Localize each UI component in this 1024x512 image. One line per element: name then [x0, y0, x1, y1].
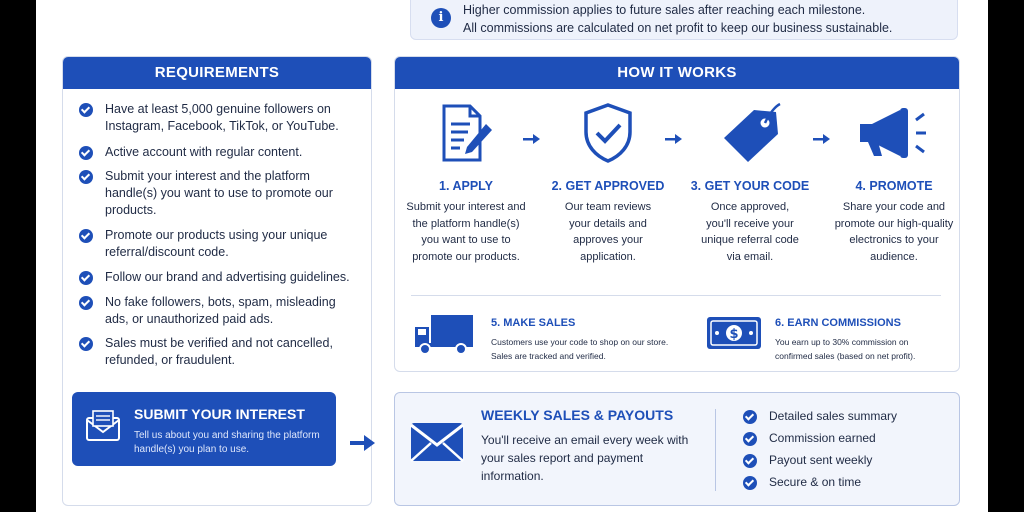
requirement-text: Promote our products using your unique referral/discount code. — [105, 228, 328, 259]
arrow-right-icon — [523, 133, 541, 145]
requirement-text: No fake followers, bots, spam, misleading ads, or unauthorized paid ads. — [105, 295, 336, 326]
step-get-approved — [545, 101, 671, 265]
check-icon — [79, 146, 93, 160]
step-promote — [831, 101, 957, 265]
submit-interest-button[interactable] — [72, 392, 336, 466]
step-title: 3. GET YOUR CODE — [690, 179, 810, 193]
weekly-desc: You'll receive an email every week with your sales report and payment information. — [481, 433, 689, 483]
infographic-page — [36, 0, 988, 512]
envelope-icon — [84, 408, 122, 446]
arrow-right-icon — [813, 133, 831, 145]
weekly-payouts-panel — [394, 392, 960, 506]
check-icon — [743, 476, 757, 490]
payout-feature-label: Detailed sales summary — [769, 409, 898, 423]
step-desc: Once approved, you'll receive your unique referral code via email. — [701, 201, 799, 263]
truck-icon — [413, 313, 475, 355]
step-title: 2. GET APPROVED — [551, 179, 665, 193]
requirement-text: Active account with regular content. — [105, 145, 303, 159]
check-icon — [79, 337, 93, 351]
check-icon — [79, 271, 93, 285]
note-line-1: Higher commission applies to future sales after reaching each milestone. — [463, 3, 866, 17]
mini-step-desc: Customers use your code to shop on our store. Sales are tracked and verified. — [491, 337, 669, 361]
check-icon — [79, 229, 93, 243]
check-icon — [743, 432, 757, 446]
how-it-works-panel — [394, 56, 960, 372]
weekly-title: WEEKLY SALES & PAYOUTS — [481, 407, 674, 423]
check-icon — [743, 410, 757, 424]
money-bill-icon — [705, 315, 763, 351]
requirement-text: Have at least 5,000 genuine followers on Instagram, Facebook, TikTok, or YouTube. — [105, 102, 339, 133]
submit-subtitle: Tell us about you and sharing the platform handle(s) you plan to use. — [134, 430, 320, 455]
submit-title: SUBMIT YOUR INTEREST — [134, 406, 305, 422]
envelope-icon — [409, 415, 465, 465]
tag-icon — [718, 102, 782, 164]
requirement-text: Submit your interest and the platform handle(s) you want to use to promote our products. — [105, 169, 333, 217]
mini-step-title: 6. EARN COMMISSIONS — [775, 317, 901, 329]
check-icon — [79, 170, 93, 184]
arrow-right-icon — [350, 434, 376, 452]
payout-feature-label: Payout sent weekly — [769, 453, 873, 467]
payout-feature-label: Commission earned — [769, 431, 876, 445]
divider — [715, 409, 716, 491]
svg-text:$: $ — [729, 327, 739, 342]
requirements-title: REQUIREMENTS — [63, 57, 371, 89]
mini-step-title: 5. MAKE SALES — [491, 317, 576, 329]
how-it-works-title: HOW IT WORKS — [395, 57, 959, 89]
mini-step-desc: You earn up to 30% commission on confirmed sales (based on net profit). — [775, 337, 916, 361]
payout-feature-label: Secure & on time — [769, 475, 862, 489]
step-desc: Our team reviews your details and approves your application. — [564, 201, 652, 263]
check-icon — [79, 296, 93, 310]
step-get-your-code — [687, 101, 813, 265]
note-line-2: All commissions are calculated on net profit to keep our business sustainable. — [463, 21, 893, 35]
check-icon — [79, 103, 93, 117]
check-icon — [743, 454, 757, 468]
info-icon: i — [431, 8, 451, 28]
step-desc: Submit your interest and the platform handle(s) you want to use to promote our products. — [406, 201, 526, 263]
arrow-right-icon — [665, 133, 683, 145]
megaphone-icon — [854, 102, 934, 164]
shield-check-icon — [580, 102, 636, 164]
document-pen-icon — [436, 102, 496, 164]
divider — [411, 295, 941, 296]
step-desc: Share your code and promote our high-quality electronics to your audience. — [834, 201, 954, 263]
commission-note — [410, 0, 958, 40]
step-title: 4. PROMOTE — [855, 179, 933, 193]
step-title: 1. APPLY — [439, 179, 493, 193]
requirement-text: Follow our brand and advertising guidelines. — [105, 270, 350, 284]
step-apply — [403, 101, 529, 265]
requirement-text: Sales must be verified and not cancelled, refunded, or fraudulent. — [105, 336, 333, 367]
